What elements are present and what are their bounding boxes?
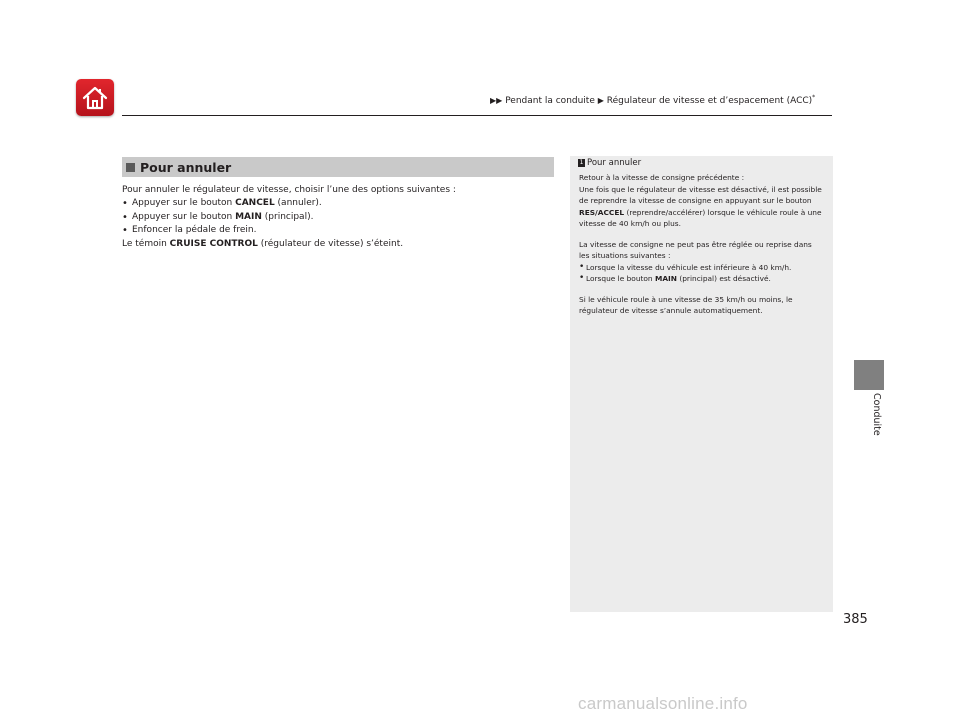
- section-title: Pour annuler: [140, 159, 232, 175]
- chapter-tab[interactable]: [854, 360, 884, 390]
- list-item-text: Enfoncer la pédale de frein.: [132, 225, 257, 236]
- list-item-text: (principal) est désactivé.: [677, 274, 771, 283]
- outro-text: [122, 238, 552, 251]
- outro-post: (régulateur de vitesse) s’éteint.: [257, 238, 404, 249]
- chapter-label: Conduite: [871, 393, 882, 436]
- breadcrumb-separator: ▶: [597, 96, 604, 105]
- list-item-text: (principal).: [261, 211, 314, 222]
- bullet-icon: •: [122, 211, 128, 223]
- list-item-text: Lorsque le bouton: [586, 274, 655, 283]
- cancel-button-label: CANCEL: [235, 198, 275, 209]
- list-item-text: (annuler).: [274, 198, 322, 209]
- bullet-icon: •: [122, 225, 128, 237]
- breadcrumb: [490, 94, 815, 106]
- section-header: [122, 157, 554, 177]
- sidebar-title-text: Pour annuler: [587, 158, 642, 168]
- bullet-icon: •: [579, 261, 585, 272]
- main-button-label: MAIN: [235, 211, 262, 222]
- res-accel-label: RES/ACCEL: [579, 207, 625, 217]
- page-number: 385: [843, 612, 868, 627]
- list-item: [579, 262, 823, 274]
- note-marker-icon: 1: [579, 159, 584, 166]
- sidebar-note: [570, 156, 833, 612]
- bullet-icon: •: [579, 273, 585, 283]
- breadcrumb-current[interactable]: Régulateur de vitesse et d’espacement (ACC): [606, 96, 813, 106]
- list-item-text: Appuyer sur le bouton: [132, 198, 236, 209]
- sidebar-paragraph: La vitesse de consigne ne peut pas être réglée ou reprise dans les situations suivantes :: [579, 239, 812, 260]
- list-item-text: Appuyer sur le bouton: [132, 211, 236, 222]
- header-divider: [122, 115, 832, 116]
- outro-pre: Le témoin: [122, 238, 170, 249]
- home-icon: [81, 85, 109, 111]
- list-item: [122, 211, 552, 224]
- home-button[interactable]: [76, 79, 114, 116]
- sidebar-subhead: Retour à la vitesse de consigne précédente :: [579, 173, 745, 182]
- sidebar-text: (reprendre/accélérer) lorsque le véhicule roule à une vitesse de 40 km/h ou plus.: [579, 207, 822, 228]
- sidebar-body: [579, 172, 823, 317]
- watermark: carmanualsonline.info: [578, 694, 748, 713]
- main-button-label: MAIN: [654, 274, 677, 283]
- breadcrumb-asterisk: *: [812, 94, 816, 101]
- list-item: [579, 273, 823, 285]
- breadcrumb-arrow: ▶▶: [490, 96, 503, 105]
- intro-text: Pour annuler le régulateur de vitesse, choisir l’une des options suivantes :: [122, 185, 456, 195]
- list-item: [122, 224, 552, 237]
- sidebar-title: [578, 158, 833, 168]
- main-content: [122, 184, 552, 251]
- list-item: [122, 197, 552, 210]
- sidebar-paragraph: [579, 184, 823, 230]
- breadcrumb-link-conduite[interactable]: Pendant la conduite: [505, 96, 595, 106]
- list-item-text: Lorsque la vitesse du véhicule est inférieure à 40 km/h.: [586, 262, 792, 272]
- cruise-control-label: CRUISE CONTROL: [169, 238, 258, 249]
- bullet-icon: •: [122, 198, 128, 210]
- sidebar-paragraph: Si le véhicule roule à une vitesse de 35 km/h ou moins, le régulateur de vitesse s’annule automatiquement.: [579, 294, 793, 315]
- section-square-icon: [126, 163, 135, 172]
- sidebar-text: Une fois que le régulateur de vitesse est désactivé, il est possible de reprendre la vitesse de consigne en appuyant sur le bouton: [579, 184, 822, 205]
